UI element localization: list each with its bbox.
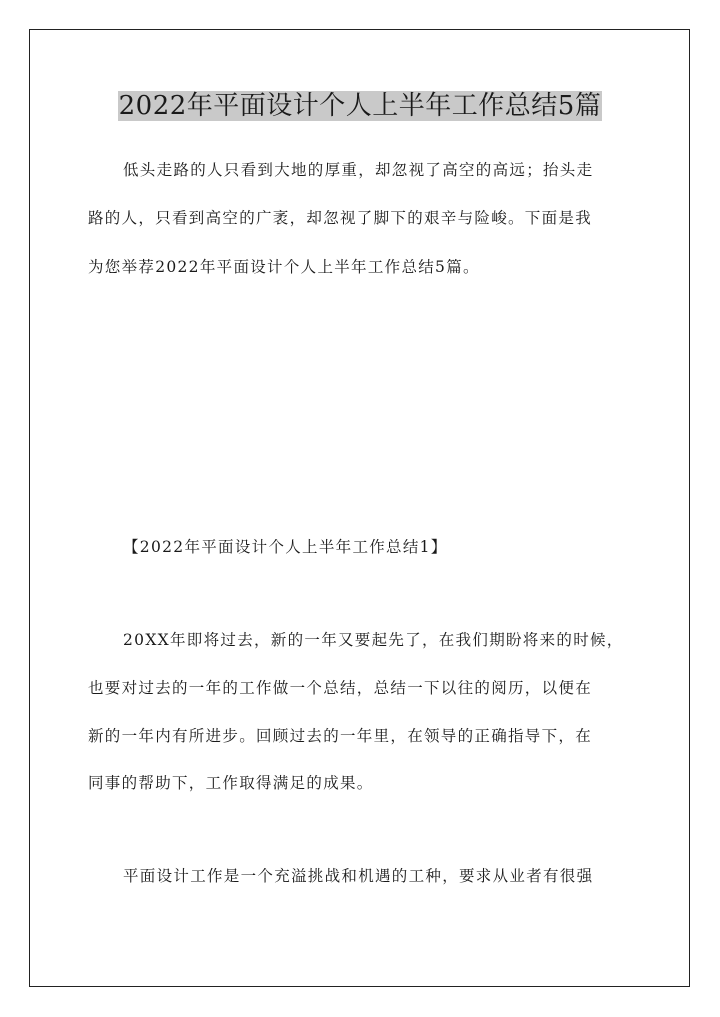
section-1-para-1-line-3: 新的一年内有所进步。回顾过去的一年里，在领导的正确指导下，在 [88,727,593,745]
section-1-para-1-line-1: 20XX年即将过去，新的一年又要起先了，在我们期盼将来的时候， [123,631,624,649]
intro-line-2: 路的人，只看到高空的广袤，却忽视了脚下的艰辛与险峻。下面是我 [88,209,593,227]
section-1-para-1-line-4: 同事的帮助下，工作取得满足的成果。 [88,774,374,792]
document-title [0,88,720,124]
section-1-heading: 【2022年平面设计个人上半年工作总结1】 [123,538,448,556]
document-title-text: 2022年平面设计个人上半年工作总结5篇 [118,91,602,121]
intro-line-3: 为您举荐2022年平面设计个人上半年工作总结5篇。 [88,258,480,276]
section-1-para-2-line-1: 平面设计工作是一个充溢挑战和机遇的工种，要求从业者有很强 [123,867,594,885]
section-1-para-1-line-2: 也要对过去的一年的工作做一个总结，总结一下以往的阅历，以便在 [88,679,593,697]
intro-line-1: 低头走路的人只看到大地的厚重，却忽视了高空的高远；抬头走 [123,161,594,179]
